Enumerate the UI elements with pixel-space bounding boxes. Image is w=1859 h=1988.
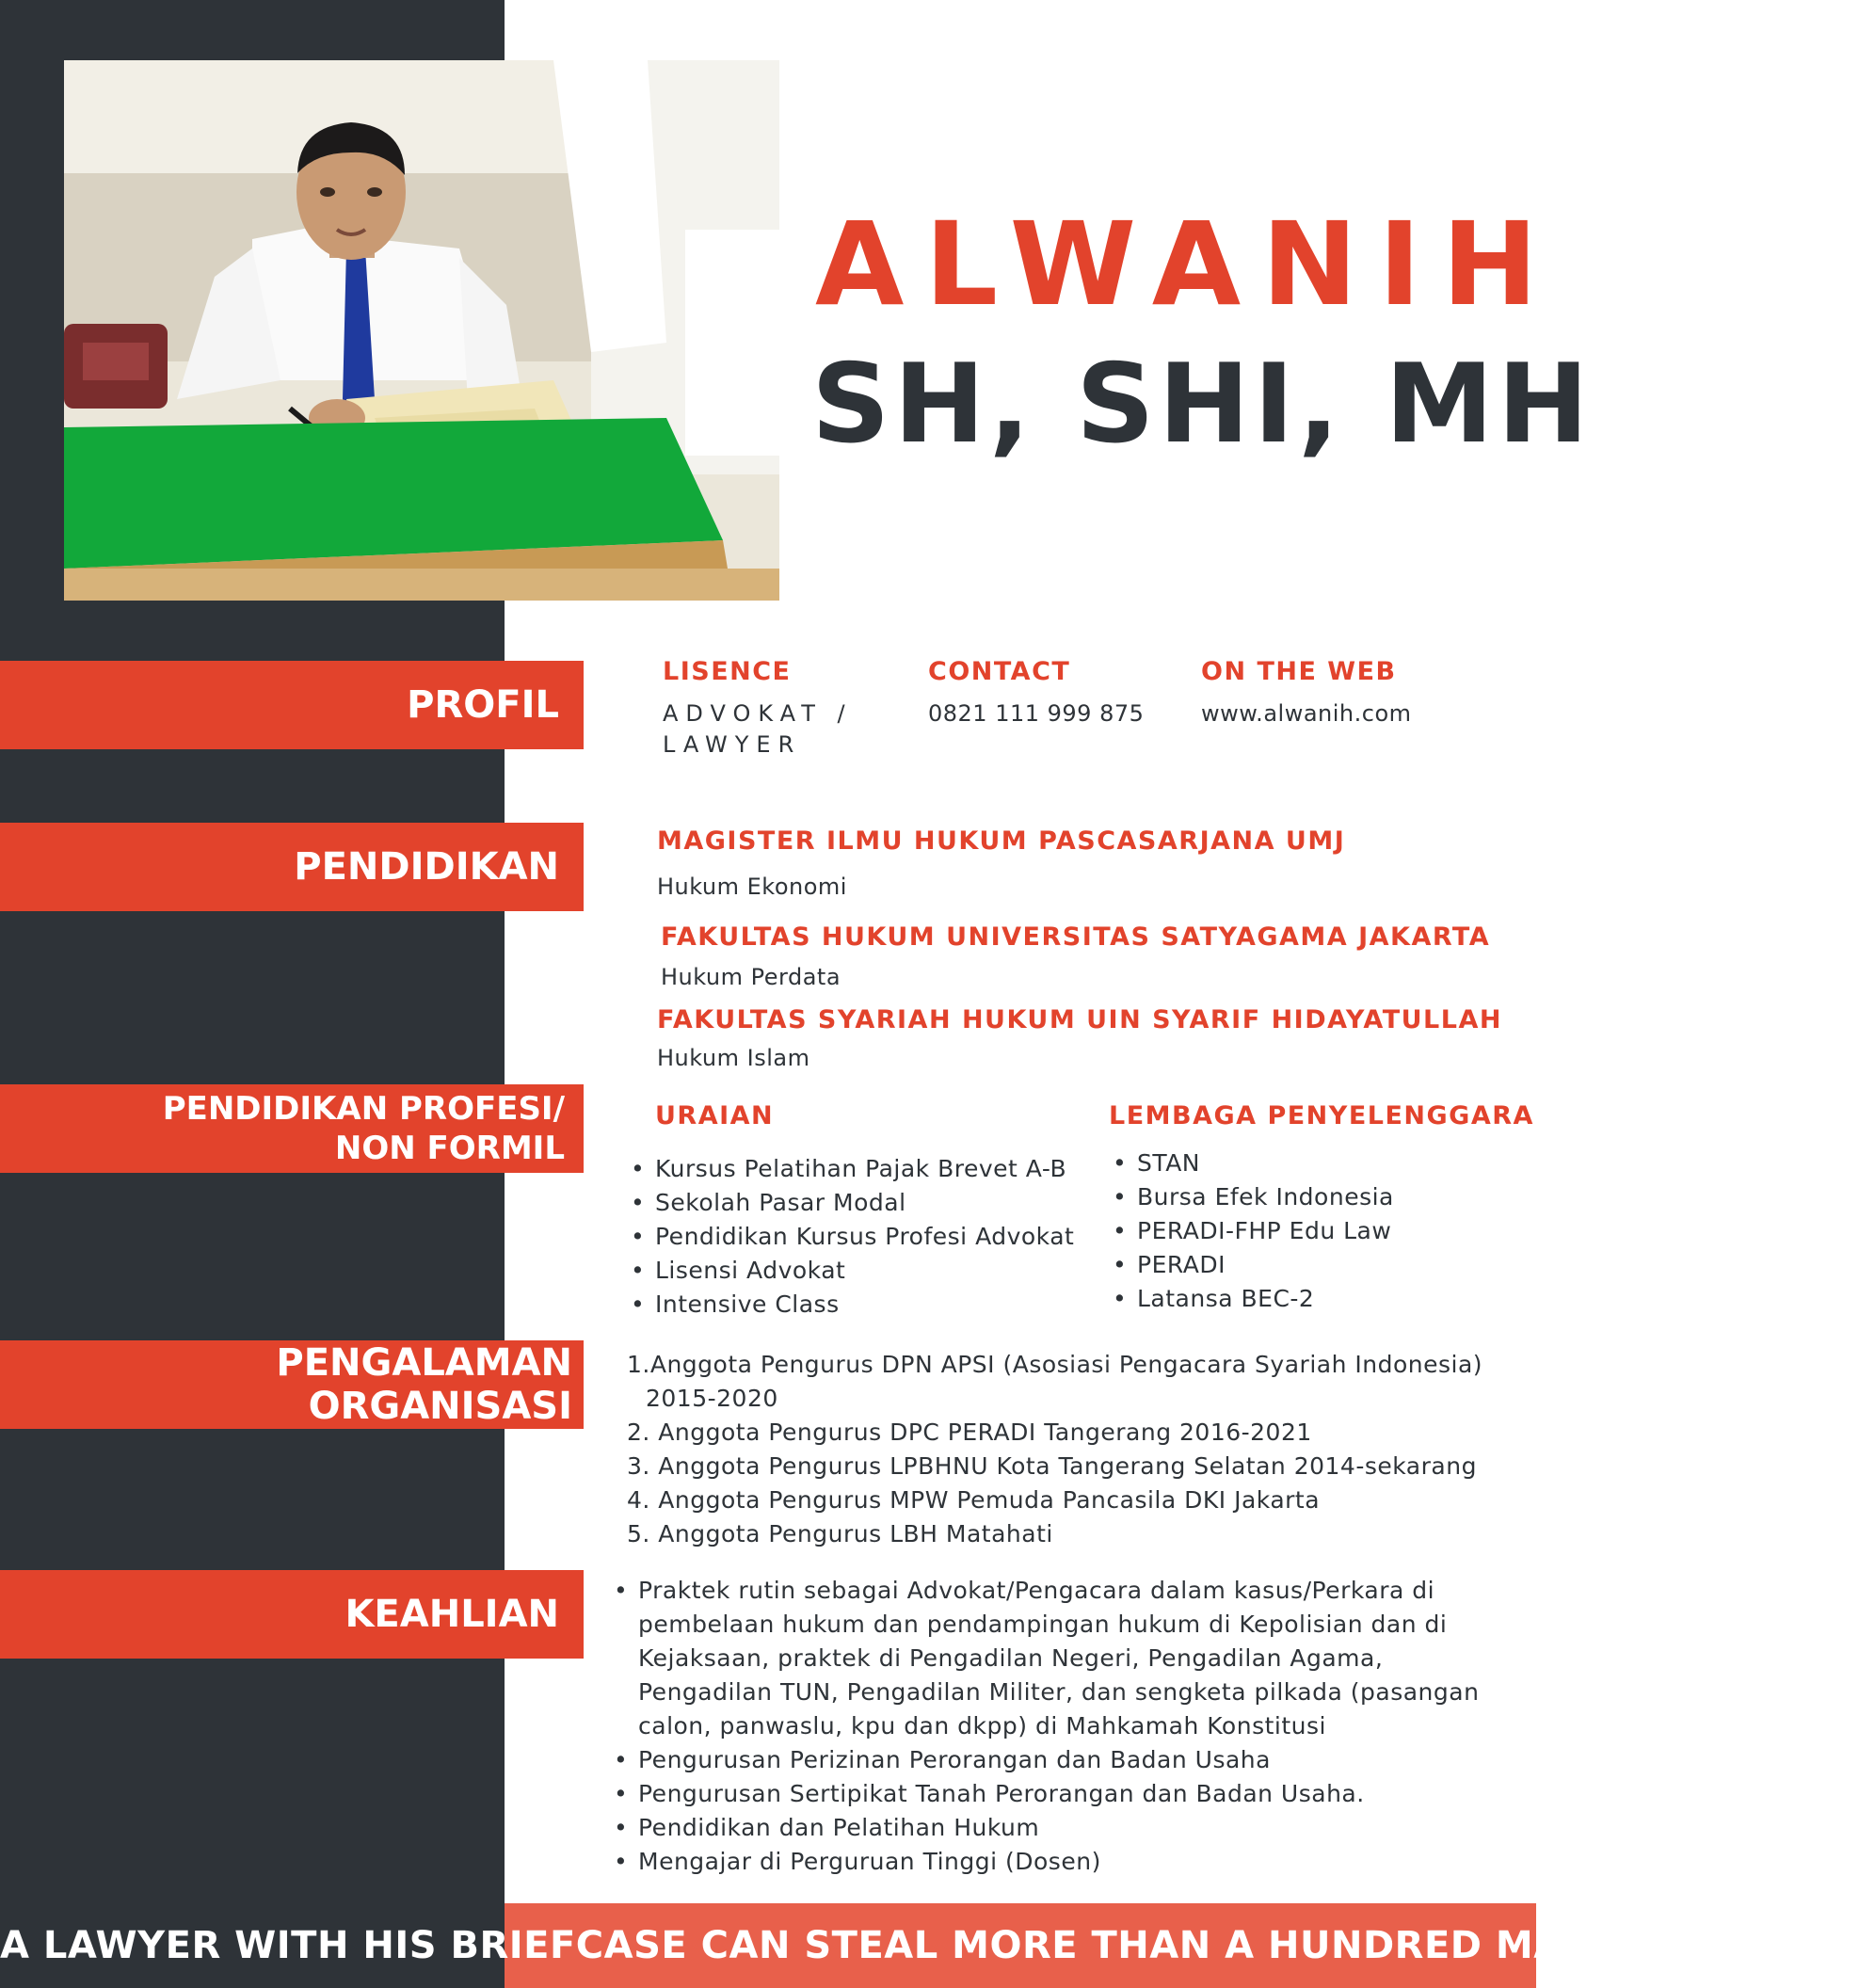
education-title-1: MAGISTER ILMU HUKUM PASCASARJANA UMJ [657,826,1346,856]
section-label: PROFIL [407,683,559,727]
list-item: • Pendidikan Kursus Profesi Advokat [627,1220,1074,1254]
organisasi-list [627,1348,1482,1551]
licence-line1: ADVOKAT / [663,700,853,727]
list-item: • PERADI-FHP Edu Law [1109,1214,1394,1248]
section-label: PENDIDIKAN [294,845,559,889]
list-item-continuation: 2015-2020 [646,1385,778,1412]
list-item: • Pengurusan Sertipikat Tanah Perorangan dan Badan Usaha. [610,1777,1514,1811]
licence-line2: LAWYER [663,731,802,758]
section-label-line1: PENDIDIKAN PROFESI/ [162,1090,565,1128]
education-major-1: Hukum Ekonomi [657,874,847,900]
list-item: • STAN [1109,1146,1394,1180]
list-item: • Sekolah Pasar Modal [627,1186,1074,1220]
footer-quote: A LAWYER WITH HIS BRIEFCASE CAN STEAL MORE THAN A HUNDRED MAN WITH GUNS [0,1924,1859,1967]
list-item: 4. Anggota Pengurus MPW Pemuda Pancasila DKI Jakarta [627,1486,1321,1514]
degrees-heading: SH, SHI, MH [811,341,1593,468]
section-label-line2: NON FORMIL [334,1130,565,1167]
licence-heading: LISENCE [663,657,792,686]
list-item: • Praktek rutin sebagai Advokat/Pengacara dalam kasus/Perkara di pembelaan hukum dan pendampingan hukum di Kepolisian dan di Kejaksaan, praktek di Pengadilan Negeri, Pengadilan Agama, Pengadilan TUN, Pengadilan Militer, dan sengketa pilkada (pasangan calon, panwaslu, kpu dan dkpp) di Mahkamah Konstitusi [610,1574,1514,1743]
section-label: KEAHLIAN [345,1593,559,1636]
section-tag-keahlian [0,1570,584,1659]
profile-photo [64,60,779,601]
section-tag-pendidikan-profesi [0,1084,584,1173]
list-item: • Intensive Class [627,1288,1074,1322]
list-item: 1.Anggota Pengurus DPN APSI (Asosiasi Pengacara Syariah Indonesia) [627,1351,1483,1378]
uraian-list [627,1152,1074,1322]
list-item: 3. Anggota Pengurus LPBHNU Kota Tangerang Selatan 2014-sekarang [627,1452,1477,1480]
section-label: PENGALAMAN ORGANISASI [276,1341,572,1428]
section-tag-pendidikan [0,823,584,911]
web-heading: ON THE WEB [1201,657,1397,686]
education-title-3: FAKULTAS SYARIAH HUKUM UIN SYARIF HIDAYATULLAH [657,1005,1502,1034]
contact-value: 0821 111 999 875 [928,700,1145,727]
web-value: www.alwanih.com [1201,700,1412,727]
lembaga-heading: LEMBAGA PENYELENGGARA [1109,1101,1534,1130]
section-tag-pengalaman [0,1340,584,1429]
name-heading: ALWANIH [815,198,1559,331]
keahlian-list [610,1574,1514,1879]
section-tag-profil [0,661,584,749]
list-item: • Bursa Efek Indonesia [1109,1180,1394,1214]
list-item: • Mengajar di Perguruan Tinggi (Dosen) [610,1845,1514,1879]
list-item: • Pengurusan Perizinan Perorangan dan Badan Usaha [610,1743,1514,1777]
list-item: • Kursus Pelatihan Pajak Brevet A-B [627,1152,1074,1186]
list-item: • Lisensi Advokat [627,1254,1074,1288]
list-item: • PERADI [1109,1248,1394,1282]
list-item: 5. Anggota Pengurus LBH Matahati [627,1520,1053,1547]
contact-heading: CONTACT [928,657,1071,686]
education-major-2: Hukum Perdata [661,964,841,990]
education-major-3: Hukum Islam [657,1045,810,1071]
list-item: • Latansa BEC-2 [1109,1282,1394,1316]
list-item: 2. Anggota Pengurus DPC PERADI Tangerang 2016-2021 [627,1419,1312,1446]
lembaga-list [1109,1146,1394,1316]
uraian-heading: URAIAN [655,1101,775,1130]
education-title-2: FAKULTAS HUKUM UNIVERSITAS SATYAGAMA JAKARTA [661,922,1491,952]
list-item: • Pendidikan dan Pelatihan Hukum [610,1811,1514,1845]
